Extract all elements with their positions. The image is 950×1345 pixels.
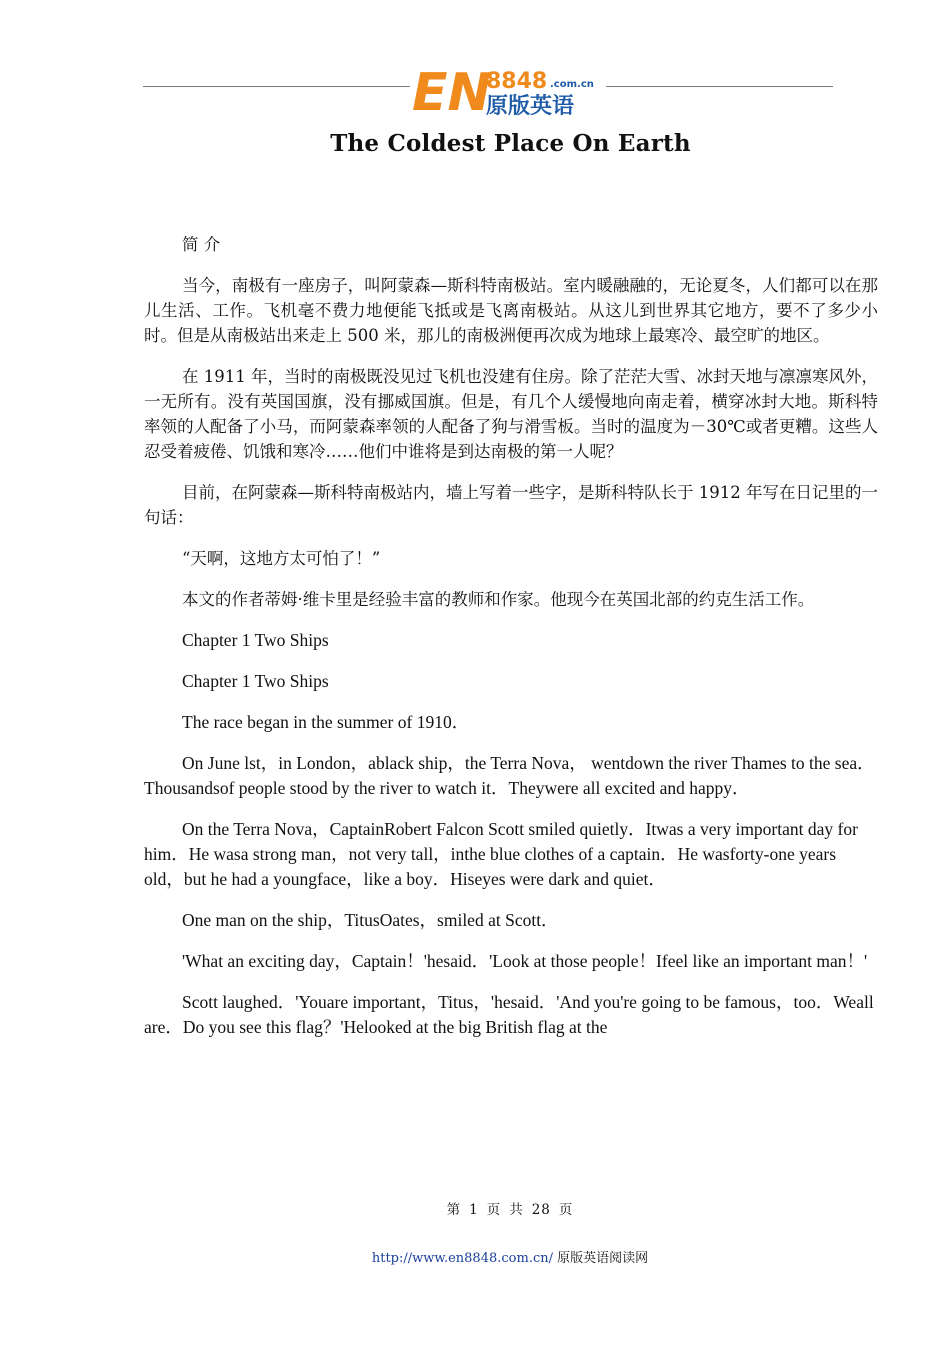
paragraph: 当今，南极有一座房子，叫阿蒙森—斯科特南极站。室内暖融融的，无论夏冬，人们都可以在那儿生活、工作。飞机毫不费力地便能飞抵或是飞离南极站。从这儿到世界其它地方，要不了多少小时。但是从南极站出来走上 500 米，那儿的南极洲便再次成为地球上最寒冷、最空旷的地区。	[144, 276, 878, 345]
header-rule-left	[143, 86, 410, 87]
chapter-heading: Chapter 1 Two Ships	[182, 630, 329, 650]
paragraph: 本文的作者蒂姆·维卡里是经验丰富的教师和作家。他现今在英国北部的约克生活工作。	[182, 590, 815, 609]
en8848-logo	[410, 64, 606, 116]
page-counter	[0, 1198, 950, 1218]
page-total: 28	[531, 1202, 551, 1218]
page-label: 共	[509, 1202, 524, 1218]
document-body	[144, 232, 878, 1194]
logo-cn-text: 原版英语	[486, 94, 575, 116]
page-label: 第	[446, 1202, 462, 1218]
intro-heading: 简 介	[182, 235, 221, 254]
paragraph: One man on the ship，TitusOates，smiled at Scott．	[182, 910, 559, 930]
logo-domain-text: .com.cn	[550, 79, 594, 90]
chapter-heading: Chapter 1 Two Ships	[182, 671, 329, 691]
paragraph: 在 1911 年，当时的南极既没见过飞机也没建有住房。除了茫茫大雪、冰封天地与凛凛寒风外，一无所有。没有英国国旗，没有挪威国旗。但是，有几个人缓慢地向南走着，横穿冰封大地。斯科特率领的人配备了小马，而阿蒙森率领的人配备了狗与滑雪板。当时的温度为－30℃或者更糟。这些人忍受着疲倦、饥饿和寒冷……他们中谁将是到达南极的第一人呢？	[144, 367, 878, 461]
paragraph: 目前，在阿蒙森—斯科特南极站内，墙上写着一些字，是斯科特队长于 1912 年写在日记里的一句话：	[144, 483, 878, 527]
page-label: 页	[486, 1202, 502, 1218]
page-number: 1	[469, 1202, 479, 1218]
paragraph: Scott laughed．'Youare important，Titus，'hesaid．'And you're going to be famous，too．Weall are．Do you see this flag？'Helooked at the big British flag at the	[144, 992, 874, 1037]
logo-number-text: 8848	[486, 69, 548, 94]
page-label: 页	[558, 1202, 574, 1218]
site-url-link[interactable]: http://www.en8848.com.cn/	[371, 1251, 553, 1266]
logo-main-text: EN	[412, 64, 492, 116]
paragraph: On June lst，in London，ablack ship，the Terra Nova， wentdown the river Thames to the sea．Thousandsof people stood by the river to watch it．Theywere all excited and happy．	[144, 753, 875, 798]
paragraph: On the Terra Nova，CaptainRobert Falcon Scott smiled quietly．Itwas a very important day for him．He wasa strong man，not very tall，inthe blue clothes of a captain．He wasforty-one years old，but he had a youngface，like a boy．Hiseyes were dark and quiet．	[144, 819, 858, 889]
site-name: 原版英语阅读网	[557, 1251, 649, 1266]
document-title: The Coldest Place On Earth	[330, 130, 691, 157]
page-footer	[0, 1247, 950, 1266]
page-header	[143, 64, 833, 116]
paragraph: “天啊，这地方太可怕了！”	[182, 549, 381, 568]
paragraph: 'What an exciting day，Captain！'hesaid．'Look at those people！Ifeel like an important man！'	[182, 951, 868, 971]
paragraph: The race began in the summer of 1910．	[182, 712, 470, 732]
header-rule-right	[606, 86, 833, 87]
